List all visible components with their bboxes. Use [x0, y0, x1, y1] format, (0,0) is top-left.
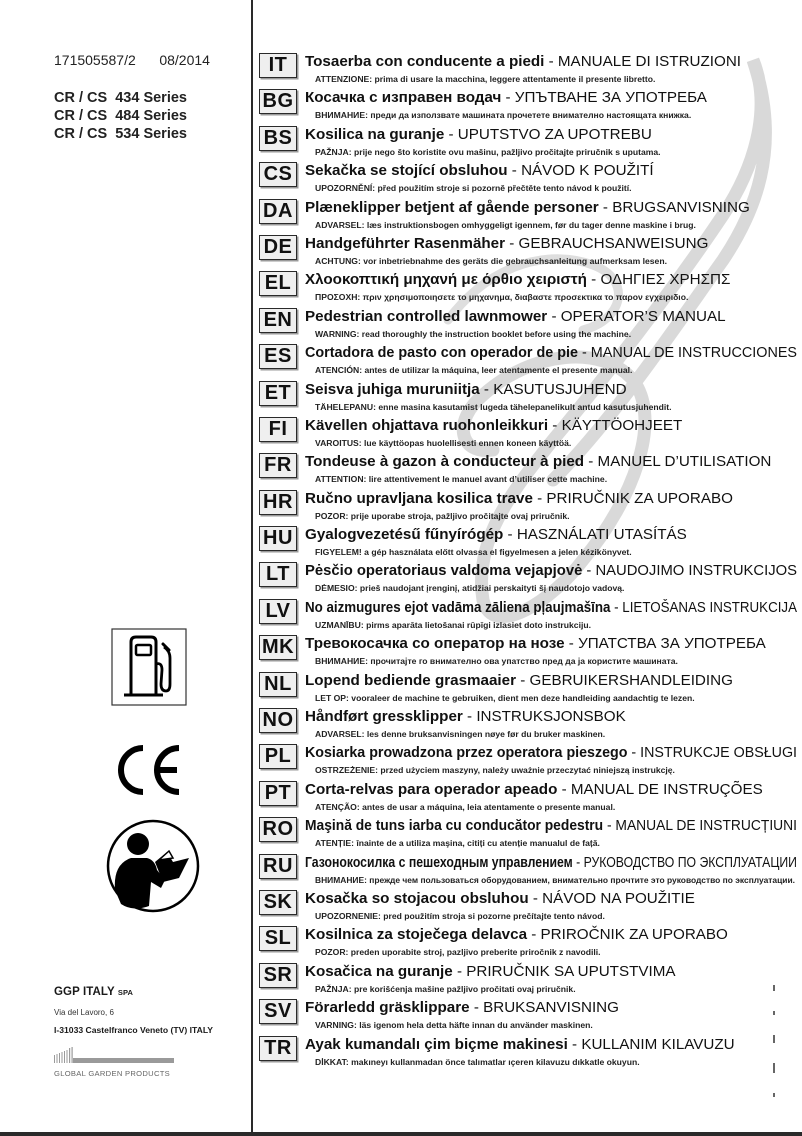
title-separator: - — [532, 489, 547, 507]
language-code-badge: FI — [259, 417, 297, 442]
safety-warning: LET OP: vooraleer de machine te gebruiken, dient men deze handleiding aandachtig te lezen. — [315, 692, 695, 703]
title-separator: - — [598, 198, 613, 216]
manual-title — [305, 235, 708, 253]
language-code-badge: DE — [259, 235, 297, 260]
language-code-badge: LT — [259, 562, 297, 587]
product-name: Gyalogvezetésű fűnyírógép — [305, 526, 504, 544]
manual-title — [305, 162, 654, 180]
language-code-badge: DA — [259, 199, 297, 224]
language-entry-da — [259, 199, 799, 235]
title-separator: - — [452, 962, 467, 980]
doc-number: 171505587/2 — [54, 52, 136, 68]
manual-type: ΟΔΗΓΙΕΣ ΧΡΗΣΠΣ — [600, 271, 731, 289]
title-separator: - — [557, 780, 571, 798]
language-code-badge: SL — [259, 926, 297, 951]
manual-type: УПЪТВАНЕ ЗА УПОТРЕБА — [514, 89, 707, 107]
safety-warning: VAROITUS: lue käyttöopas huolellisesti ennen koneen käyttöä. — [315, 437, 572, 448]
product-name: Handgeführter Rasenmäher — [305, 234, 506, 252]
company-brand: GLOBAL GARDEN PRODUCTS — [54, 1069, 171, 1078]
safety-warning: POZOR: preden uporabite stroj, pazljivo preberite priročnik z navodili. — [315, 947, 601, 958]
title-separator: - — [528, 889, 543, 907]
safety-warning: ACHTUNG: vor inbetriebnahme des geräts die gebrauchsanleitung aufmerksam lesen. — [315, 255, 667, 266]
language-code-badge: FR — [259, 453, 297, 478]
title-separator: - — [462, 708, 477, 726]
product-name: Kosilica na guranje — [305, 125, 445, 143]
manual-type: KULLANIM KILAVUZU — [581, 1035, 735, 1053]
title-separator: - — [610, 598, 623, 616]
language-code-badge: RU — [259, 854, 297, 879]
manual-title — [305, 490, 733, 508]
manual-type: MANUAL DE INSTRUÇÕES — [570, 780, 763, 798]
manual-type: HASZNÁLATI UTASÍTÁS — [516, 526, 687, 544]
product-name: Kävellen ohjattava ruohonleikkuri — [305, 416, 549, 434]
language-entry-el — [259, 271, 799, 307]
title-separator: - — [469, 999, 484, 1017]
product-name: Ručno upravljana kosilica trave — [305, 489, 533, 507]
manual-title — [305, 926, 728, 944]
manual-title — [305, 381, 627, 399]
language-code-badge: RO — [259, 817, 297, 842]
language-entry-lt — [259, 562, 799, 598]
safety-warning: ATENÇÃO: antes de usar a máquina, leia atentamente o presente manual. — [315, 801, 616, 812]
safety-warning: ADVARSEL: læs instruktionsbogen omhyggeligt igennem, før du tager denne maskine i brug. — [315, 219, 696, 230]
language-code-badge: EN — [259, 308, 297, 333]
language-entry-sl — [259, 926, 799, 962]
title-separator: - — [564, 635, 579, 653]
language-code-badge: NO — [259, 708, 297, 733]
manual-type: РУКОВОДСТВО ПО ЭКСПЛУАТАЦИИ — [583, 853, 797, 871]
company-block — [54, 986, 250, 1078]
title-separator: - — [582, 562, 596, 580]
manual-title — [305, 781, 763, 799]
language-code-badge: BG — [259, 89, 297, 114]
language-entry-pt — [259, 781, 799, 817]
manual-type: INSTRUKCJE OBSŁUGI — [640, 744, 797, 762]
manual-title — [305, 635, 766, 653]
manual-title — [305, 126, 652, 144]
safety-warning: DĖMESIO: prieš naudojant įrenginį, atidžiai perskaityti šį naudotojo vadovą. — [315, 583, 625, 594]
language-entry-de — [259, 235, 799, 271]
manual-type: PRIRUČNIK ZA UPORABO — [546, 489, 733, 507]
product-name: Cortadora de pasto con operador de pie — [305, 344, 579, 362]
language-entry-ru — [259, 854, 799, 890]
edge-crop-marks — [773, 985, 777, 1117]
safety-warning: ВНИМАНИЕ: прежде чем пользоваться оборудованием, внимательно прочтите это руководство по эксплуатации. — [315, 874, 795, 885]
manual-type: GEBRUIKERSHANDLEIDING — [529, 671, 733, 689]
product-name: Förarledd gräsklippare — [305, 999, 470, 1017]
manual-type: PRIROČNIK ZA UPORABO — [540, 926, 728, 944]
safety-warning: UPOZORNĚNÍ: před použitím stroje si pozorně přečtěte tento návod k použití. — [315, 183, 632, 194]
safety-warning: PAŽNJA: prije nego što koristite ovu mašinu, pažljivo pročitajte priručnik s uputama. — [315, 146, 661, 157]
company-address-line1: Via del Lavoro, 6 — [54, 1008, 114, 1017]
product-name: Håndført gressklipper — [305, 708, 463, 726]
language-code-badge: PT — [259, 781, 297, 806]
language-code-badge: NL — [259, 672, 297, 697]
manual-type: MANUAL DE INSTRUCȚIUNI — [615, 817, 797, 835]
manual-title — [305, 199, 750, 217]
safety-warning: OSTRZEŻENIE: przed użyciem maszyny, należy uważnie przeczytać niniejszą instrukcję. — [315, 765, 675, 776]
product-name: Sekačka se stojící obsluhou — [305, 162, 508, 180]
product-name: Ayak kumandalı çim biçme makinesi — [305, 1035, 568, 1053]
manual-type: KASUTUSJUHEND — [493, 380, 627, 398]
title-separator: - — [584, 453, 598, 471]
manual-title — [305, 453, 771, 471]
manual-type: NAUDOJIMO INSTRUKCIJOS — [595, 562, 797, 580]
manual-type: OPERATOR’S MANUAL — [560, 307, 726, 325]
safety-warning: PAŽNJA: pre korišćenja mašine pažljivo pročitati ovaj priručnik. — [315, 983, 576, 994]
title-separator: - — [591, 271, 601, 289]
ce-mark-icon — [113, 744, 185, 796]
manual-type: BRUKSANVISNING — [483, 999, 619, 1017]
product-name: Tosaerba con conducente a piedi — [305, 53, 545, 70]
title-separator: - — [603, 817, 616, 835]
title-separator: - — [516, 671, 530, 689]
manual-title — [305, 999, 619, 1017]
title-separator: - — [572, 853, 584, 871]
manual-type: MANUEL D’UTILISATION — [597, 453, 772, 471]
language-entry-no — [259, 708, 799, 744]
manual-type: GEBRAUCHSANWEISUNG — [518, 234, 709, 252]
manual-type: LIETOŠANAS INSTRUKCIJA — [622, 598, 797, 616]
safety-warning: ΠΡΟΣΟΧΗ: πριν χρησιμοποιησετε το μηχανημα, διαβαστε προσεκτικα το παρον εγχειριδιο. — [315, 292, 689, 303]
manual-type: MANUAL DE INSTRUCCIONES — [590, 344, 797, 362]
language-code-badge: SK — [259, 890, 297, 915]
product-name: Seisva juhiga muruniitja — [305, 380, 480, 398]
manual-title — [305, 963, 676, 981]
safety-warning: POZOR: prije uporabe stroja, pažljivo pročitajte ovaj priručnik. — [315, 510, 570, 521]
language-code-badge: HU — [259, 526, 297, 551]
safety-warning: UZMANĪBU: pirms aparāta lietošanai rūpīgi izlasiet doto instrukciju. — [315, 619, 591, 630]
model-series: CR / CS 434 Series — [54, 90, 187, 106]
doc-date: 08/2014 — [159, 52, 210, 68]
language-entry-mk — [259, 635, 799, 671]
title-separator: - — [479, 380, 494, 398]
language-entry-hr — [259, 490, 799, 526]
product-name: Косачка с изправен водач — [305, 89, 502, 107]
fuel-pump-icon — [111, 628, 187, 706]
product-name: Kosačica na guranje — [305, 962, 453, 980]
product-name: Kosačka so stojacou obsluhou — [305, 889, 529, 907]
language-list — [259, 53, 799, 1072]
read-manual-icon — [103, 818, 203, 914]
language-entry-et — [259, 381, 799, 417]
safety-warning: ATTENZIONE: prima di usare la macchina, leggere attentamente il presente libretto. — [315, 74, 656, 84]
product-name: Kosiarka prowadzona przez operatora pieszego — [305, 744, 628, 762]
title-separator: - — [505, 234, 519, 252]
manual-type: NÁVOD NA POUŽITIE — [542, 889, 695, 907]
left-column — [0, 0, 251, 1136]
model-series-list — [54, 89, 187, 143]
manual-type: BRUGSANVISNING — [612, 198, 750, 216]
language-entry-fr — [259, 453, 799, 489]
model-series: CR / CS 534 Series — [54, 126, 187, 142]
product-name: Kosilnica za stoječega delavca — [305, 926, 528, 944]
title-separator: - — [578, 344, 591, 362]
manual-title — [305, 854, 802, 872]
language-entry-hu — [259, 526, 799, 562]
product-name: Tondeuse à gazon à conducteur à pied — [305, 453, 585, 471]
manual-type: MANUALE DI ISTRUZIONI — [557, 53, 742, 70]
title-separator: - — [503, 526, 517, 544]
language-code-badge: HR — [259, 490, 297, 515]
language-entry-cs — [259, 162, 799, 198]
language-entry-pl — [259, 744, 799, 780]
safety-warning: WARNING: read thoroughly the instruction booklet before using the machine. — [315, 328, 632, 339]
manual-title — [305, 817, 802, 835]
language-entry-tr — [259, 1036, 799, 1072]
company-suffix: SPA — [117, 988, 134, 997]
manual-title — [305, 526, 687, 544]
language-code-badge: ET — [259, 381, 297, 406]
safety-warning: ADVARSEL: les denne bruksanvisningen nøye før du bruker maskinen. — [315, 729, 606, 740]
title-separator: - — [567, 1035, 582, 1053]
title-separator: - — [544, 53, 558, 70]
language-code-badge: PL — [259, 744, 297, 769]
title-separator: - — [444, 125, 458, 143]
manual-type: PRIRUČNIK SA UPUTSTVIMA — [466, 962, 676, 980]
title-separator: - — [507, 162, 522, 180]
company-name: GGP ITALY SPA — [54, 986, 134, 998]
manual-title — [305, 1036, 735, 1054]
manual-title — [305, 708, 626, 726]
title-separator: - — [501, 89, 515, 107]
language-code-badge: EL — [259, 271, 297, 296]
ggp-logo-icon — [54, 1047, 174, 1063]
manual-type: УПАТСТВА ЗА УПОТРЕБА — [578, 635, 766, 653]
language-entry-nl — [259, 672, 799, 708]
language-entry-ro — [259, 817, 799, 853]
title-separator: - — [547, 307, 561, 325]
manual-title — [305, 672, 733, 690]
title-separator: - — [548, 416, 562, 434]
product-name: Lopend bediende grasmaaier — [305, 671, 516, 689]
product-name: Газонокосилка с пешеходным управлением — [305, 853, 573, 871]
language-entry-fi — [259, 417, 799, 453]
manual-title — [305, 744, 802, 762]
manual-title — [305, 599, 802, 617]
title-separator: - — [627, 744, 641, 762]
manual-title — [305, 53, 741, 71]
manual-title — [305, 308, 726, 326]
language-entry-sr — [259, 963, 799, 999]
product-name: Pėsčio operatoriaus valdoma vejapjovė — [305, 562, 583, 580]
safety-warning: ВНИМАНИЕ: преди да използвате машината прочетете внимателно настоящата книжка. — [315, 110, 692, 121]
document-reference — [54, 52, 210, 68]
language-code-badge: LV — [259, 599, 297, 624]
product-name: Pedestrian controlled lawnmower — [305, 307, 548, 325]
product-name: Plæneklipper betjent af gående personer — [305, 198, 599, 216]
manual-title — [305, 89, 707, 107]
product-name: Χλοοκοπτική μηχανή με όρθιο χειριστή — [305, 271, 592, 289]
language-entry-es — [259, 344, 799, 380]
product-name: Тревокосачка со оператор на нозе — [305, 635, 565, 653]
manual-title — [305, 271, 730, 289]
language-code-badge: SR — [259, 963, 297, 988]
safety-warning: TÄHELEPANU: enne masina kasutamist lugeda tähelepanelikult antud kasutusjuhendit. — [315, 401, 672, 412]
language-code-badge: ES — [259, 344, 297, 369]
language-entry-it — [259, 53, 799, 89]
safety-warning: FIGYELEM! a gép használata előtt olvassa el figyelmesen a jelen kézikönyvet. — [315, 547, 632, 558]
safety-warning: ATENȚIE: înainte de a utiliza maşina, citiți cu atenție manualul de față. — [315, 838, 600, 849]
language-code-badge: CS — [259, 162, 297, 187]
manual-title — [305, 344, 802, 362]
language-code-badge: BS — [259, 126, 297, 151]
manual-type: KÄYTTÖOHJEET — [561, 416, 683, 434]
language-entry-bs — [259, 126, 799, 162]
language-code-badge: TR — [259, 1036, 297, 1061]
language-code-badge: SV — [259, 999, 297, 1024]
manual-title — [305, 417, 682, 435]
safety-warning: VARNING: läs igenom hela detta häfte innan du använder maskinen. — [315, 1020, 593, 1031]
safety-warning: UPOZORNENIE: pred použitím stroja si pozorne prečítajte tento návod. — [315, 910, 605, 921]
manual-type: INSTRUKSJONSBOK — [476, 708, 626, 726]
manual-title — [305, 562, 802, 580]
manual-title — [305, 890, 695, 908]
product-name: Maşină de tuns iarba cu conducător pedestru — [305, 817, 604, 835]
safety-warning: ATENCIÓN: antes de utilizar la máquina, leer atentamente el presente manual. — [315, 365, 633, 376]
company-address-line2: I-31033 Castelfranco Veneto (TV) ITALY — [54, 1025, 214, 1035]
language-code-badge: IT — [259, 53, 297, 78]
language-entry-sk — [259, 890, 799, 926]
column-divider — [251, 0, 253, 1133]
manual-type: UPUTSTVO ZA UPOTREBU — [457, 125, 652, 143]
language-entry-en — [259, 308, 799, 344]
language-entry-sv — [259, 999, 799, 1035]
language-entry-bg — [259, 89, 799, 125]
safety-warning: ВНИМАНИЕ: прочитајте го внимателно ова упатство пред да ја користите машината. — [315, 656, 678, 667]
product-name: Corta-relvas para operador apeado — [305, 780, 558, 798]
title-separator: - — [527, 926, 541, 944]
language-code-badge: MK — [259, 635, 297, 660]
model-series: CR / CS 484 Series — [54, 108, 187, 124]
manual-type: NÁVOD K POUŽITÍ — [521, 162, 654, 180]
product-name: No aizmugures ejot vadāma zāliena pļaujmašīna — [305, 598, 611, 616]
language-entry-lv — [259, 599, 799, 635]
safety-warning: DİKKAT: makıneyı kullanmadan önce talımatlar ıçeren kilavuzu dıkkatle okuyun. — [315, 1056, 640, 1067]
safety-warning: ATTENTION: lire attentivement le manuel avant d’utiliser cette machine. — [315, 474, 608, 485]
